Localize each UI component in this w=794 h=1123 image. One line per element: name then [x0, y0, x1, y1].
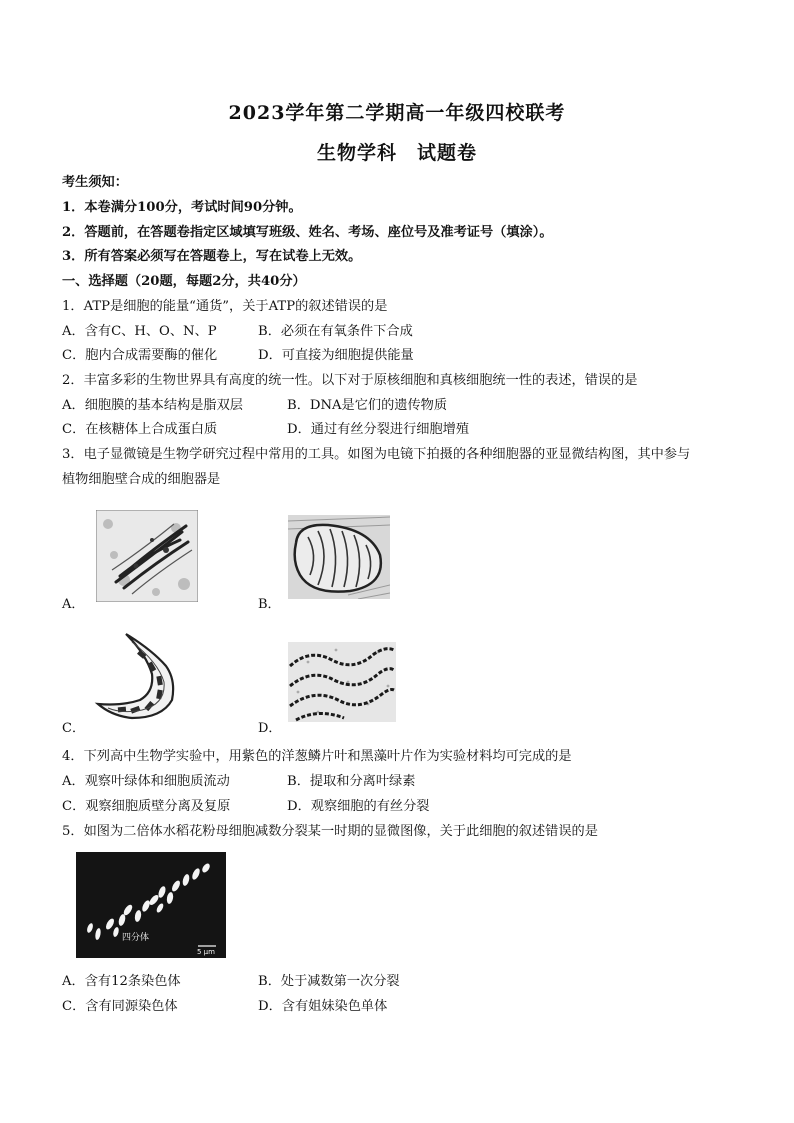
q3-option-d: D．	[258, 721, 282, 736]
q5-option-b: B．处于减数第一次分裂	[258, 974, 400, 989]
q3-option-a: A．	[62, 597, 85, 612]
q1-option-b: B．必须在有氧条件下合成	[258, 324, 413, 339]
q3-stem-line2: 植物细胞壁合成的细胞器是	[62, 472, 221, 487]
q5-option-c: C．含有同源染色体	[62, 999, 178, 1014]
q1-option-d: D．可直接为细胞提供能量	[258, 348, 414, 363]
q4-option-b: B．提取和分离叶绿素	[287, 774, 416, 789]
q4-stem: 4．下列高中生物学实验中，用紫色的洋葱鳞片叶和黑藻叶片作为实验材料均可完成的是	[62, 749, 572, 764]
exam-title: 2023学年第二学期高一年级四校联考	[228, 102, 566, 124]
notice-item-3: 3．所有答案必须写在答题卷上，写在试卷上无效。	[62, 249, 362, 264]
q4-option-a: A．观察叶绿体和细胞质流动	[62, 774, 230, 789]
notice-item-2: 2．答题前，在答题卷指定区域填写班级、姓名、考场、座位号及准考证号（填涂）。	[62, 225, 553, 240]
notice-item-1: 1．本卷满分100分，考试时间90分钟。	[62, 200, 302, 215]
q3-figure-a	[96, 510, 198, 602]
q3-figure-b	[288, 515, 390, 599]
q3-figure-c	[92, 630, 192, 722]
q1-stem: 1．ATP是细胞的能量“通货”，关于ATP的叙述错误的是	[62, 299, 388, 314]
q4-option-c: C．观察细胞质壁分离及复原	[62, 799, 231, 814]
q5-tetrad-label: 四分体	[122, 933, 150, 943]
q1-option-a: A．含有C、H、O、N、P	[62, 324, 217, 339]
q5-scale-bar-label: 5 μm	[197, 948, 215, 956]
section-heading: 一、选择题（20题，每题2分，共40分）	[62, 274, 306, 289]
exam-subtitle: 生物学科 试题卷	[316, 142, 477, 164]
q3-option-b: B．	[258, 597, 281, 612]
q2-option-c: C．在核糖体上合成蛋白质	[62, 422, 218, 437]
q3-stem-line1: 3．电子显微镜是生物学研究过程中常用的工具。如图为电镜下拍摄的各种细胞器的亚显微结构图，其中参与	[62, 447, 691, 462]
q3-option-c: C．	[62, 721, 85, 736]
notice-heading: 考生须知：	[62, 175, 128, 190]
q2-stem: 2．丰富多彩的生物世界具有高度的统一性。以下对于原核细胞和真核细胞统一性的表述，错误的是	[62, 373, 638, 388]
q5-micrograph	[76, 852, 226, 958]
q3-figure-d	[288, 642, 396, 722]
q4-option-d: D．观察细胞的有丝分裂	[287, 799, 430, 814]
q2-option-a: A．细胞膜的基本结构是脂双层	[62, 398, 243, 413]
q5-stem: 5．如图为二倍体水稻花粉母细胞减数分裂某一时期的显微图像，关于此细胞的叙述错误的是	[62, 824, 598, 839]
q1-option-c: C．胞内合成需要酶的催化	[62, 348, 218, 363]
q2-option-b: B．DNA是它们的遗传物质	[287, 398, 448, 413]
q5-option-a: A．含有12条染色体	[62, 974, 181, 989]
q2-option-d: D．通过有丝分裂进行细胞增殖	[287, 422, 470, 437]
q5-option-d: D．含有姐妹染色单体	[258, 999, 388, 1014]
